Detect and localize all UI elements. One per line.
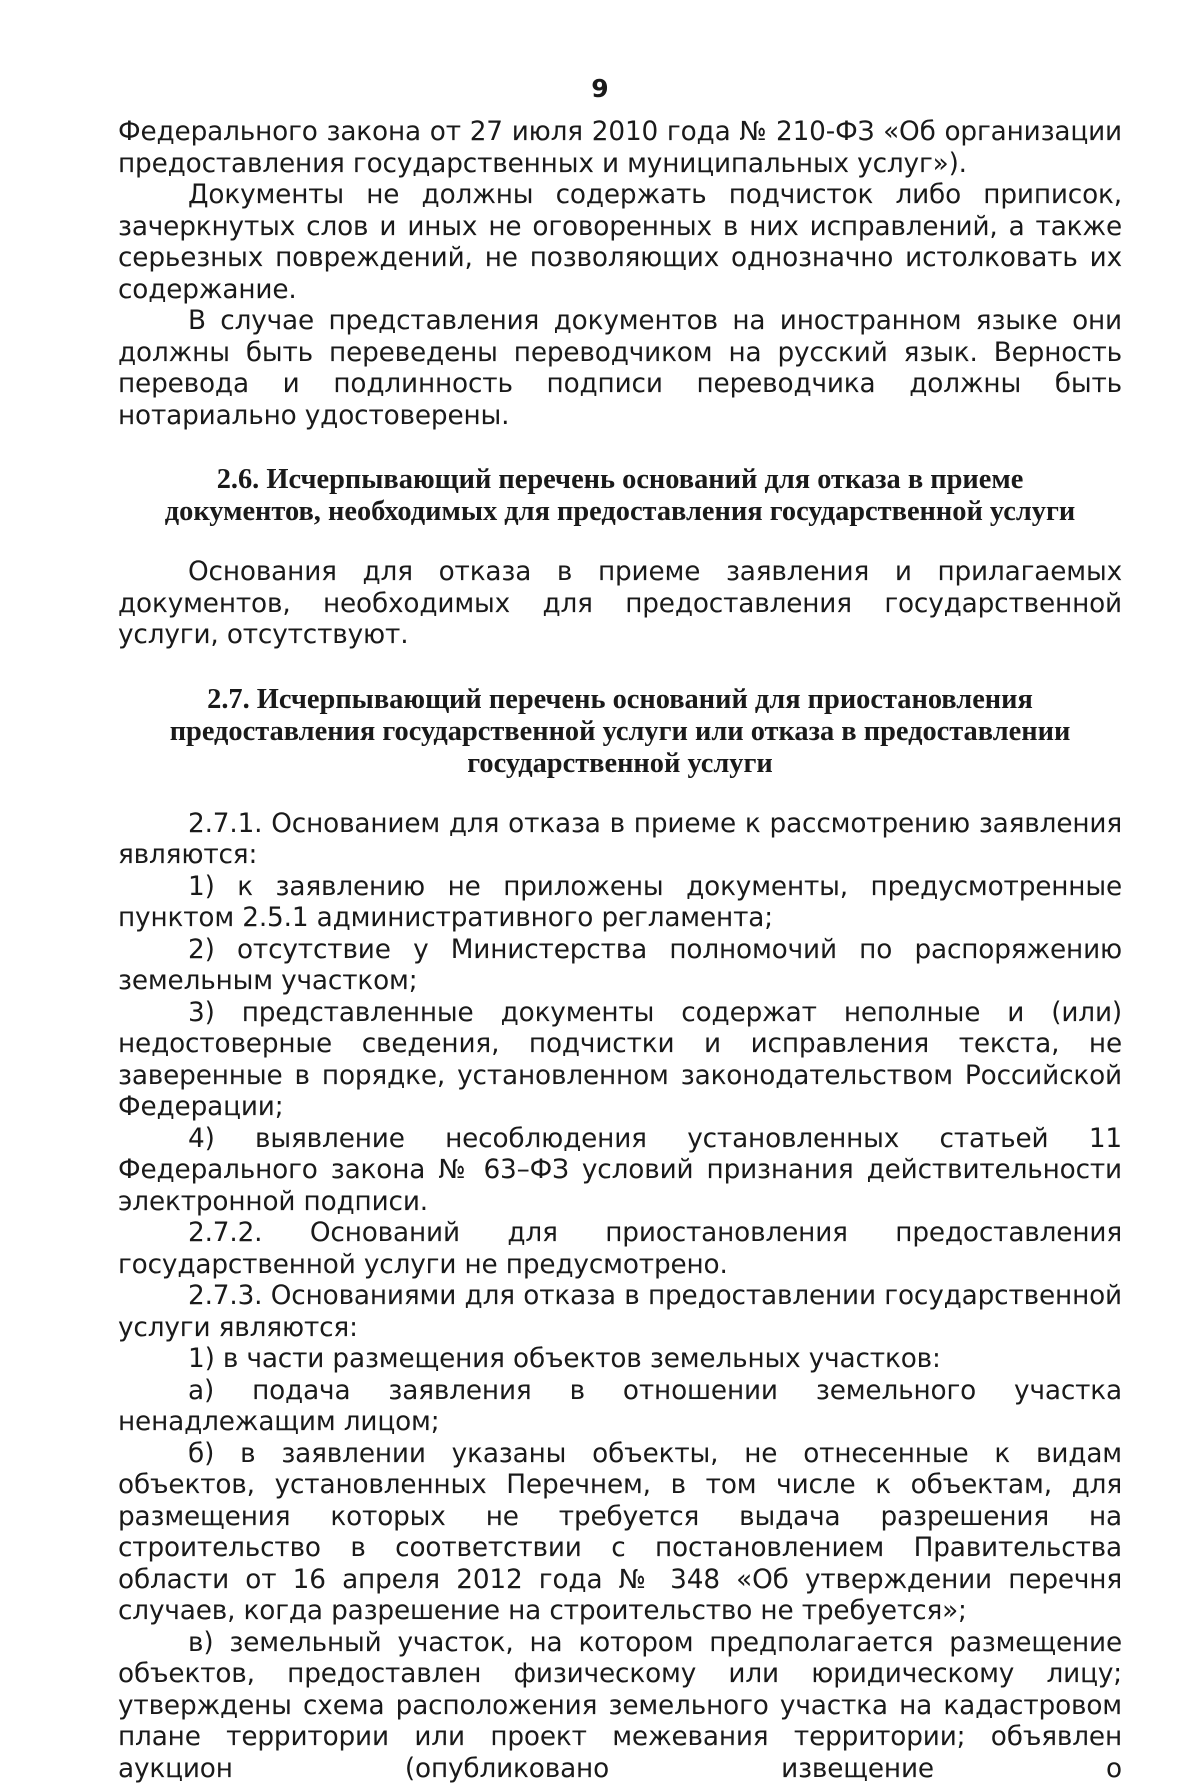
paragraph: а) подача заявления в отношении земельного участка ненадлежащим лицом; [118, 1376, 1122, 1439]
spacer [118, 652, 1122, 684]
paragraph: 2) отсутствие у Министерства полномочий по распоряжению земельным участком; [118, 935, 1122, 998]
paragraph: 2.7.2. Оснований для приостановления предоставления государственной услуги не предусмотрено. [118, 1218, 1122, 1281]
heading-line: 2.7. Исчерпывающий перечень оснований для приостановления [118, 684, 1122, 716]
paragraph: в) земельный участок, на котором предполагается размещение объектов, предоставлен физическому или юридическому лицу; утверждены схема расположения земельного участка на кадастровом плане территории или проект межевания территории; объявлен аукцион (опубликовано извещение о [118, 1628, 1122, 1785]
paragraph: 1) к заявлению не приложены документы, предусмотренные пунктом 2.5.1 административного регламента; [118, 872, 1122, 935]
paragraph: 2.7.3. Основаниями для отказа в предоставлении государственной услуги являются: [118, 1281, 1122, 1344]
spacer [118, 528, 1122, 557]
paragraph: Основания для отказа в приеме заявления и прилагаемых документов, необходимых для предоставления государственной услуги, отсутствуют. [118, 557, 1122, 652]
heading-line: документов, необходимых для предоставления государственной услуги [118, 496, 1122, 528]
section-heading [118, 684, 1122, 780]
paragraph: б) в заявлении указаны объекты, не отнесенные к видам объектов, установленных Перечнем, в том числе к объектам, для размещения которых не требуется выдача разрешения на строительство в соответствии с постановлением Правительства области от 16 апреля 2012 года № 348 «Об утверждении перечня случаев, когда разрешение на строительство не требуется»; [118, 1439, 1122, 1628]
paragraph: 2.7.1. Основанием для отказа в приеме к рассмотрению заявления являются: [118, 809, 1122, 872]
paragraph: В случае представления документов на иностранном языке они должны быть переведены переводчиком на русский язык. Верность перевода и подлинность подписи переводчика должны быть нотариально удостоверены. [118, 306, 1122, 432]
spacer [118, 780, 1122, 809]
heading-line: предоставления государственной услуги или отказа в предоставлении [118, 716, 1122, 748]
heading-line: 2.6. Исчерпывающий перечень оснований для отказа в приеме [118, 464, 1122, 496]
paragraph: Федерального закона от 27 июля 2010 года № 210-ФЗ «Об организации предоставления государственных и муниципальных услуг»). [118, 117, 1122, 180]
paragraph: 1) в части размещения объектов земельных участков: [118, 1344, 1122, 1376]
heading-line: государственной услуги [118, 748, 1122, 780]
page-number: 9 [0, 74, 1200, 103]
spacer [118, 432, 1122, 464]
paragraph: 4) выявление несоблюдения установленных статьей 11 Федерального закона № 63–ФЗ условий признания действительности электронной подписи. [118, 1124, 1122, 1219]
document-body [118, 117, 1122, 1785]
section-heading [118, 464, 1122, 528]
paragraph: 3) представленные документы содержат неполные и (или) недостоверные сведения, подчистки и исправления текста, не заверенные в порядке, установленном законодательством Российской Федерации; [118, 998, 1122, 1124]
paragraph: Документы не должны содержать подчисток либо приписок, зачеркнутых слов и иных не оговоренных в них исправлений, а также серьезных повреждений, не позволяющих однозначно истолковать их содержание. [118, 180, 1122, 306]
